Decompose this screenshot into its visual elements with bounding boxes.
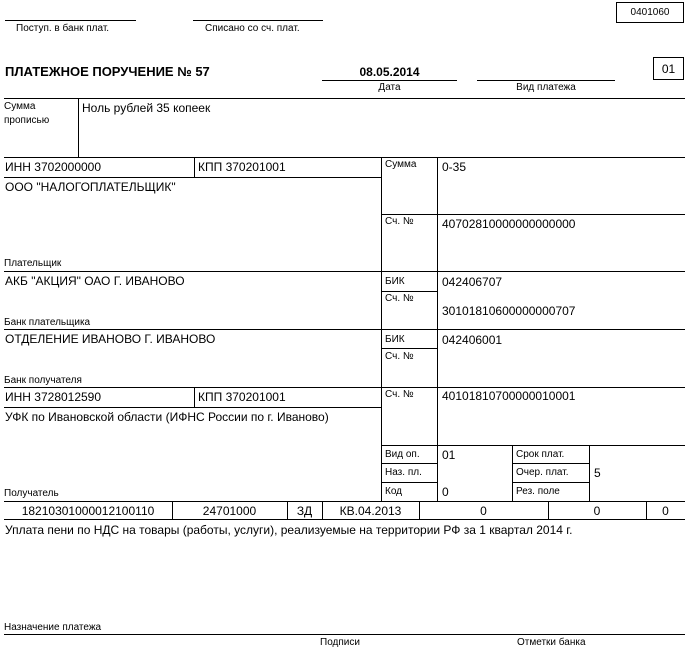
payee-bank-label: Банк получателя [4,375,82,386]
payee-inn: ИНН 3728012590 [5,390,102,404]
payer-bank-bik-label: БИК [385,276,405,287]
payment-type-line [477,80,615,81]
received-date-line [5,20,136,21]
payer-top-line [4,157,685,158]
code-label: Код [385,486,403,497]
tax-row-top-line [4,501,685,502]
payer-bank-bik-value: 042406707 [442,275,503,289]
period-value: КВ.04.2013 [339,504,402,518]
signatures-label: Подписи [320,637,360,648]
purpose-bottom-line [4,634,685,635]
payee-kpp: КПП 370201001 [198,390,286,404]
payee-bank-bik-label: БИК [385,334,405,345]
debited-date-line [193,20,323,21]
payer-label: Плательщик [4,258,62,269]
op-type-label: Вид оп. [385,449,420,460]
payer-bank-account-label: Сч. № [385,293,414,304]
payer-account-label: Сч. № [385,216,414,227]
payee-inn-kpp-divider [194,387,195,407]
term-bottom-line [512,463,589,464]
payee-account-label: Сч. № [385,389,414,400]
payer-bank-account-value: 30101810600000000707 [442,304,576,318]
payee-bank-name: ОТДЕЛЕНИЕ ИВАНОВО Г. ИВАНОВО [5,332,216,346]
purpose-text: Уплата пени по НДС на товары (работы, услуги), реализуемые на территории РФ за 1 квартал 2014 г. [5,523,573,537]
oktmo-value: 24701000 [202,504,257,518]
doc-date-value: 0 [593,504,601,518]
purpose-code-bottom-line [381,482,437,483]
payment-type-label: Вид платежа [516,82,576,93]
payer-kpp: КПП 370201001 [198,160,286,174]
amount-words-divider [78,98,79,157]
amount-value: 0-35 [442,160,467,174]
payer-bank-top-line [4,271,685,272]
date-line [322,80,457,81]
operation-mid-divider [512,445,513,501]
payer-bank-bik-line [381,291,437,292]
payee-bank-account-label: Сч. № [385,351,414,362]
received-bank-label: Поступ. в банк плат. [16,23,110,34]
basis-value: ЗД [296,504,313,518]
date-label: Дата [378,82,401,93]
term-label: Срок плат. [516,449,565,460]
payee-bank-bik-line [381,348,437,349]
operation-right-divider [589,445,590,501]
purpose-code-label: Наз. пл. [385,467,422,478]
amount-bottom-line [381,214,685,215]
debited-label: Списано со сч. плат. [205,23,300,34]
tax-row-bottom-line [4,519,685,520]
payee-bank-top-line [4,329,685,330]
payer-inn-kpp-divider [194,157,195,177]
payee-label: Получатель [4,488,59,499]
payer-bank-label: Банк плательщика [4,317,91,328]
payment-type-value: 0 [662,504,669,518]
kbk-value: 18210301000012100110 [21,504,155,518]
page-title: ПЛАТЕЖНОЕ ПОРУЧЕНИЕ № 57 [5,64,210,79]
amount-words-label-1: Сумма [4,101,36,112]
purpose-label: Назначение платежа [4,622,102,633]
payee-name: УФК по Ивановской области (ИФНС России по г. Иваново) [5,410,329,424]
payee-bank-bik-value: 042406001 [442,333,503,347]
priority-label: Очер. плат. [516,467,569,478]
payer-account-value: 40702810000000000000 [442,217,576,231]
payer-name: ООО "НАЛОГОПЛАТЕЛЬЩИК" [5,180,176,194]
amount-label: Сумма [385,159,417,170]
priority-bottom-line [512,482,589,483]
code-value: 0 [442,485,449,499]
status-code: 01 [661,62,676,76]
op-type-bottom-line [381,463,437,464]
status-code-box [653,57,684,80]
form-code-box [616,2,684,23]
payee-top-line [4,387,685,388]
doc-number-value: 0 [480,504,487,518]
payee-inn-bottom-line [4,407,381,408]
amount-words-top-line [4,98,685,99]
payment-date: 08.05.2014 [359,65,420,79]
operation-top-line [381,445,685,446]
priority-value: 5 [594,466,601,480]
form-code: 0401060 [630,7,670,18]
op-type-value: 01 [442,448,456,462]
reserve-label: Рез. поле [516,486,560,497]
bank-marks-label: Отметки банка [517,637,586,648]
payer-bank-name: АКБ "АКЦИЯ" ОАО Г. ИВАНОВО [5,274,185,288]
payee-account-value: 40101810700000010001 [442,389,576,403]
payer-inn-bottom-line [4,177,381,178]
amount-words-label-2: прописью [4,115,50,126]
amount-words-value: Ноль рублей 35 копеек [82,101,211,115]
payer-inn: ИНН 3702000000 [5,160,102,174]
